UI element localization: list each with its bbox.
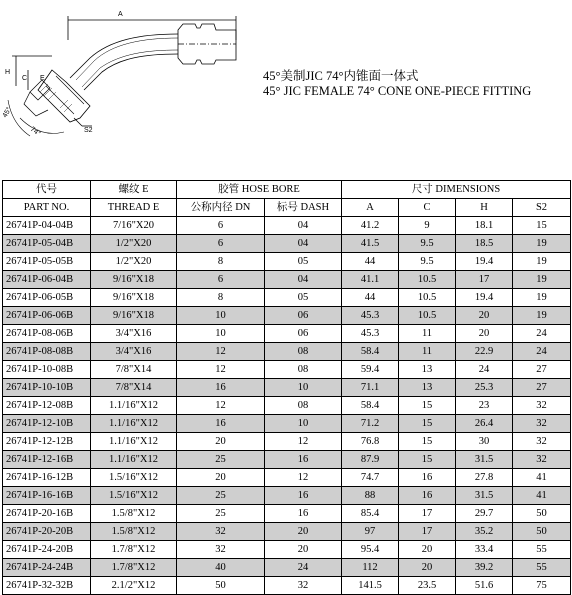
cell-dn: 25 xyxy=(177,505,265,523)
cell-s2: 41 xyxy=(513,469,571,487)
cell-h: 27.8 xyxy=(456,469,513,487)
cell-s2: 32 xyxy=(513,415,571,433)
cell-c: 15 xyxy=(399,415,456,433)
cell-h: 19.4 xyxy=(456,253,513,271)
table-row xyxy=(3,271,571,289)
cell-dash: 12 xyxy=(265,433,342,451)
cell-a: 58.4 xyxy=(342,397,399,415)
table-row xyxy=(3,235,571,253)
table-row xyxy=(3,217,571,235)
cell-part-no: 26741P-06-06B xyxy=(3,307,91,325)
cell-c: 13 xyxy=(399,379,456,397)
cell-dash: 06 xyxy=(265,307,342,325)
header-code: 代号 xyxy=(3,181,91,199)
cell-dn: 20 xyxy=(177,433,265,451)
cell-c: 15 xyxy=(399,451,456,469)
cell-dn: 6 xyxy=(177,271,265,289)
table-row xyxy=(3,253,571,271)
cell-dash: 06 xyxy=(265,325,342,343)
cell-a: 87.9 xyxy=(342,451,399,469)
cell-thread: 9/16"X18 xyxy=(91,289,177,307)
cell-dn: 12 xyxy=(177,343,265,361)
cell-dash: 20 xyxy=(265,523,342,541)
cell-c: 15 xyxy=(399,397,456,415)
cell-thread: 1.1/16"X12 xyxy=(91,397,177,415)
label-e: E xyxy=(40,75,45,82)
cell-s2: 55 xyxy=(513,541,571,559)
cell-part-no: 26741P-04-04B xyxy=(3,217,91,235)
cell-dn: 8 xyxy=(177,253,265,271)
table-row xyxy=(3,289,571,307)
cell-thread: 1.7/8"X12 xyxy=(91,541,177,559)
cell-part-no: 26741P-20-16B xyxy=(3,505,91,523)
cell-part-no: 26741P-05-04B xyxy=(3,235,91,253)
label-h: H xyxy=(5,69,11,76)
cell-c: 9.5 xyxy=(399,253,456,271)
cell-h: 24 xyxy=(456,361,513,379)
cell-thread: 7/8"X14 xyxy=(91,379,177,397)
cell-h: 29.7 xyxy=(456,505,513,523)
cell-part-no: 26741P-20-20B xyxy=(3,523,91,541)
cell-thread: 7/16"X20 xyxy=(91,217,177,235)
cell-dash: 04 xyxy=(265,271,342,289)
cell-s2: 19 xyxy=(513,253,571,271)
cell-s2: 27 xyxy=(513,379,571,397)
cell-s2: 19 xyxy=(513,307,571,325)
cell-c: 17 xyxy=(399,523,456,541)
cell-h: 17 xyxy=(456,271,513,289)
cell-dash: 04 xyxy=(265,217,342,235)
cell-a: 95.4 xyxy=(342,541,399,559)
header-c: C xyxy=(399,199,456,217)
cell-a: 71.2 xyxy=(342,415,399,433)
cell-dn: 20 xyxy=(177,469,265,487)
header-hose-bore: 胶管 HOSE BORE xyxy=(177,181,342,199)
header-thread: THREAD E xyxy=(91,199,177,217)
cell-part-no: 26741P-24-24B xyxy=(3,559,91,577)
cell-dash: 16 xyxy=(265,487,342,505)
cell-c: 11 xyxy=(399,343,456,361)
cell-s2: 27 xyxy=(513,361,571,379)
cell-part-no: 26741P-06-05B xyxy=(3,289,91,307)
header-row-chinese xyxy=(3,181,571,199)
cell-h: 22.9 xyxy=(456,343,513,361)
cell-dash: 20 xyxy=(265,541,342,559)
cell-a: 59.4 xyxy=(342,361,399,379)
cell-c: 20 xyxy=(399,559,456,577)
cell-c: 20 xyxy=(399,541,456,559)
cell-thread: 9/16"X18 xyxy=(91,271,177,289)
cell-dn: 32 xyxy=(177,541,265,559)
cell-c: 10.5 xyxy=(399,289,456,307)
cell-part-no: 26741P-12-16B xyxy=(3,451,91,469)
cell-c: 16 xyxy=(399,469,456,487)
spec-table xyxy=(2,180,571,595)
cell-s2: 50 xyxy=(513,523,571,541)
cell-h: 33.4 xyxy=(456,541,513,559)
label-74: 74° xyxy=(28,125,42,138)
cell-thread: 3/4"X16 xyxy=(91,325,177,343)
cell-dn: 10 xyxy=(177,325,265,343)
cell-c: 16 xyxy=(399,487,456,505)
table-row xyxy=(3,415,571,433)
cell-dash: 32 xyxy=(265,577,342,595)
cell-s2: 50 xyxy=(513,505,571,523)
cell-dash: 05 xyxy=(265,253,342,271)
cell-dn: 12 xyxy=(177,361,265,379)
cell-h: 31.5 xyxy=(456,487,513,505)
cell-h: 35.2 xyxy=(456,523,513,541)
cell-part-no: 26741P-24-20B xyxy=(3,541,91,559)
cell-dn: 50 xyxy=(177,577,265,595)
cell-dash: 12 xyxy=(265,469,342,487)
cell-part-no: 26741P-05-05B xyxy=(3,253,91,271)
cell-a: 85.4 xyxy=(342,505,399,523)
cell-part-no: 26741P-16-16B xyxy=(3,487,91,505)
cell-c: 11 xyxy=(399,325,456,343)
spec-table-body xyxy=(3,217,571,595)
cell-s2: 19 xyxy=(513,271,571,289)
cell-part-no: 26741P-08-06B xyxy=(3,325,91,343)
cell-c: 9 xyxy=(399,217,456,235)
cell-dn: 8 xyxy=(177,289,265,307)
cell-a: 76.8 xyxy=(342,433,399,451)
cell-h: 25.3 xyxy=(456,379,513,397)
cell-dn: 6 xyxy=(177,217,265,235)
cell-part-no: 26741P-32-32B xyxy=(3,577,91,595)
cell-h: 19.4 xyxy=(456,289,513,307)
cell-thread: 1.1/16"X12 xyxy=(91,433,177,451)
cell-a: 88 xyxy=(342,487,399,505)
cell-part-no: 26741P-10-10B xyxy=(3,379,91,397)
cell-thread: 7/8"X14 xyxy=(91,361,177,379)
cell-s2: 75 xyxy=(513,577,571,595)
header-h: H xyxy=(456,199,513,217)
table-row xyxy=(3,577,571,595)
cell-s2: 32 xyxy=(513,433,571,451)
label-c: C xyxy=(22,75,28,82)
cell-h: 18.5 xyxy=(456,235,513,253)
cell-dash: 04 xyxy=(265,235,342,253)
header-s2: S2 xyxy=(513,199,571,217)
table-row xyxy=(3,397,571,415)
fitting-drawing xyxy=(0,0,250,150)
cell-c: 17 xyxy=(399,505,456,523)
cell-s2: 41 xyxy=(513,487,571,505)
cell-thread: 3/4"X16 xyxy=(91,343,177,361)
cell-thread: 2.1/2"X12 xyxy=(91,577,177,595)
table-row xyxy=(3,433,571,451)
cell-dash: 16 xyxy=(265,505,342,523)
cell-dn: 16 xyxy=(177,415,265,433)
cell-part-no: 26741P-06-04B xyxy=(3,271,91,289)
cell-c: 9.5 xyxy=(399,235,456,253)
cell-h: 20 xyxy=(456,325,513,343)
cell-s2: 15 xyxy=(513,217,571,235)
cell-a: 44 xyxy=(342,289,399,307)
header-a: A xyxy=(342,199,399,217)
table-row xyxy=(3,361,571,379)
cell-dn: 16 xyxy=(177,379,265,397)
cell-dn: 32 xyxy=(177,523,265,541)
table-row xyxy=(3,469,571,487)
header-dash: 标号 DASH xyxy=(265,199,342,217)
cell-h: 30 xyxy=(456,433,513,451)
label-s2: S2 xyxy=(84,127,93,134)
cell-part-no: 26741P-12-08B xyxy=(3,397,91,415)
caption-english: 45° JIC FEMALE 74° CONE ONE-PIECE FITTING xyxy=(263,84,532,98)
cell-s2: 19 xyxy=(513,235,571,253)
cell-a: 71.1 xyxy=(342,379,399,397)
table-row xyxy=(3,487,571,505)
cell-part-no: 26741P-12-12B xyxy=(3,433,91,451)
cell-a: 74.7 xyxy=(342,469,399,487)
cell-a: 45.3 xyxy=(342,325,399,343)
cell-s2: 24 xyxy=(513,343,571,361)
cell-dn: 12 xyxy=(177,397,265,415)
cell-thread: 1/2"X20 xyxy=(91,253,177,271)
cell-a: 97 xyxy=(342,523,399,541)
cell-thread: 9/16"X18 xyxy=(91,307,177,325)
cell-dash: 10 xyxy=(265,379,342,397)
table-row xyxy=(3,451,571,469)
cell-s2: 32 xyxy=(513,397,571,415)
cell-dn: 40 xyxy=(177,559,265,577)
cell-a: 41.2 xyxy=(342,217,399,235)
cell-h: 23 xyxy=(456,397,513,415)
cell-h: 18.1 xyxy=(456,217,513,235)
cell-thread: 1.5/8"X12 xyxy=(91,505,177,523)
bent-tube xyxy=(70,34,178,90)
cell-part-no: 26741P-08-08B xyxy=(3,343,91,361)
cell-dn: 6 xyxy=(177,235,265,253)
cell-a: 45.3 xyxy=(342,307,399,325)
cell-part-no: 26741P-16-12B xyxy=(3,469,91,487)
cell-c: 23.5 xyxy=(399,577,456,595)
caption-chinese: 45°美制JIC 74°内锥面一体式 xyxy=(263,69,419,83)
cell-dash: 08 xyxy=(265,397,342,415)
cell-dn: 25 xyxy=(177,451,265,469)
label-a: A xyxy=(118,11,123,18)
cell-thread: 1.1/16"X12 xyxy=(91,415,177,433)
header-dimensions: 尺寸 DIMENSIONS xyxy=(342,181,571,199)
cell-c: 10.5 xyxy=(399,271,456,289)
cell-a: 58.4 xyxy=(342,343,399,361)
cell-h: 31.5 xyxy=(456,451,513,469)
cell-h: 51.6 xyxy=(456,577,513,595)
cell-s2: 24 xyxy=(513,325,571,343)
cell-thread: 1.1/16"X12 xyxy=(91,451,177,469)
header-thread-cn: 螺纹 E xyxy=(91,181,177,199)
cell-a: 44 xyxy=(342,253,399,271)
cell-dash: 05 xyxy=(265,289,342,307)
cell-h: 20 xyxy=(456,307,513,325)
cell-a: 41.1 xyxy=(342,271,399,289)
header-dn: 公称内径 DN xyxy=(177,199,265,217)
header-part-no: PART NO. xyxy=(3,199,91,217)
table-row xyxy=(3,505,571,523)
table-row xyxy=(3,307,571,325)
cell-a: 41.5 xyxy=(342,235,399,253)
cell-s2: 32 xyxy=(513,451,571,469)
cell-dn: 10 xyxy=(177,307,265,325)
cell-s2: 55 xyxy=(513,559,571,577)
table-row xyxy=(3,325,571,343)
cell-a: 112 xyxy=(342,559,399,577)
cell-thread: 1.7/8"X12 xyxy=(91,559,177,577)
cell-part-no: 26741P-12-10B xyxy=(3,415,91,433)
label-45: 45° xyxy=(1,106,14,119)
cell-dash: 24 xyxy=(265,559,342,577)
cell-dash: 08 xyxy=(265,343,342,361)
cell-thread: 1/2"X20 xyxy=(91,235,177,253)
cell-dash: 16 xyxy=(265,451,342,469)
cell-h: 39.2 xyxy=(456,559,513,577)
cell-h: 26.4 xyxy=(456,415,513,433)
cell-part-no: 26741P-10-08B xyxy=(3,361,91,379)
cell-dash: 08 xyxy=(265,361,342,379)
cell-thread: 1.5/16"X12 xyxy=(91,487,177,505)
table-row xyxy=(3,523,571,541)
cell-a: 141.5 xyxy=(342,577,399,595)
cell-dash: 10 xyxy=(265,415,342,433)
cell-c: 13 xyxy=(399,361,456,379)
cell-s2: 19 xyxy=(513,289,571,307)
cell-c: 10.5 xyxy=(399,307,456,325)
cell-thread: 1.5/16"X12 xyxy=(91,469,177,487)
cell-dn: 25 xyxy=(177,487,265,505)
swivel-nut xyxy=(38,70,90,122)
table-row xyxy=(3,541,571,559)
cell-thread: 1.5/8"X12 xyxy=(91,523,177,541)
table-row xyxy=(3,343,571,361)
table-row xyxy=(3,379,571,397)
header-row-english xyxy=(3,199,571,217)
cell-c: 15 xyxy=(399,433,456,451)
